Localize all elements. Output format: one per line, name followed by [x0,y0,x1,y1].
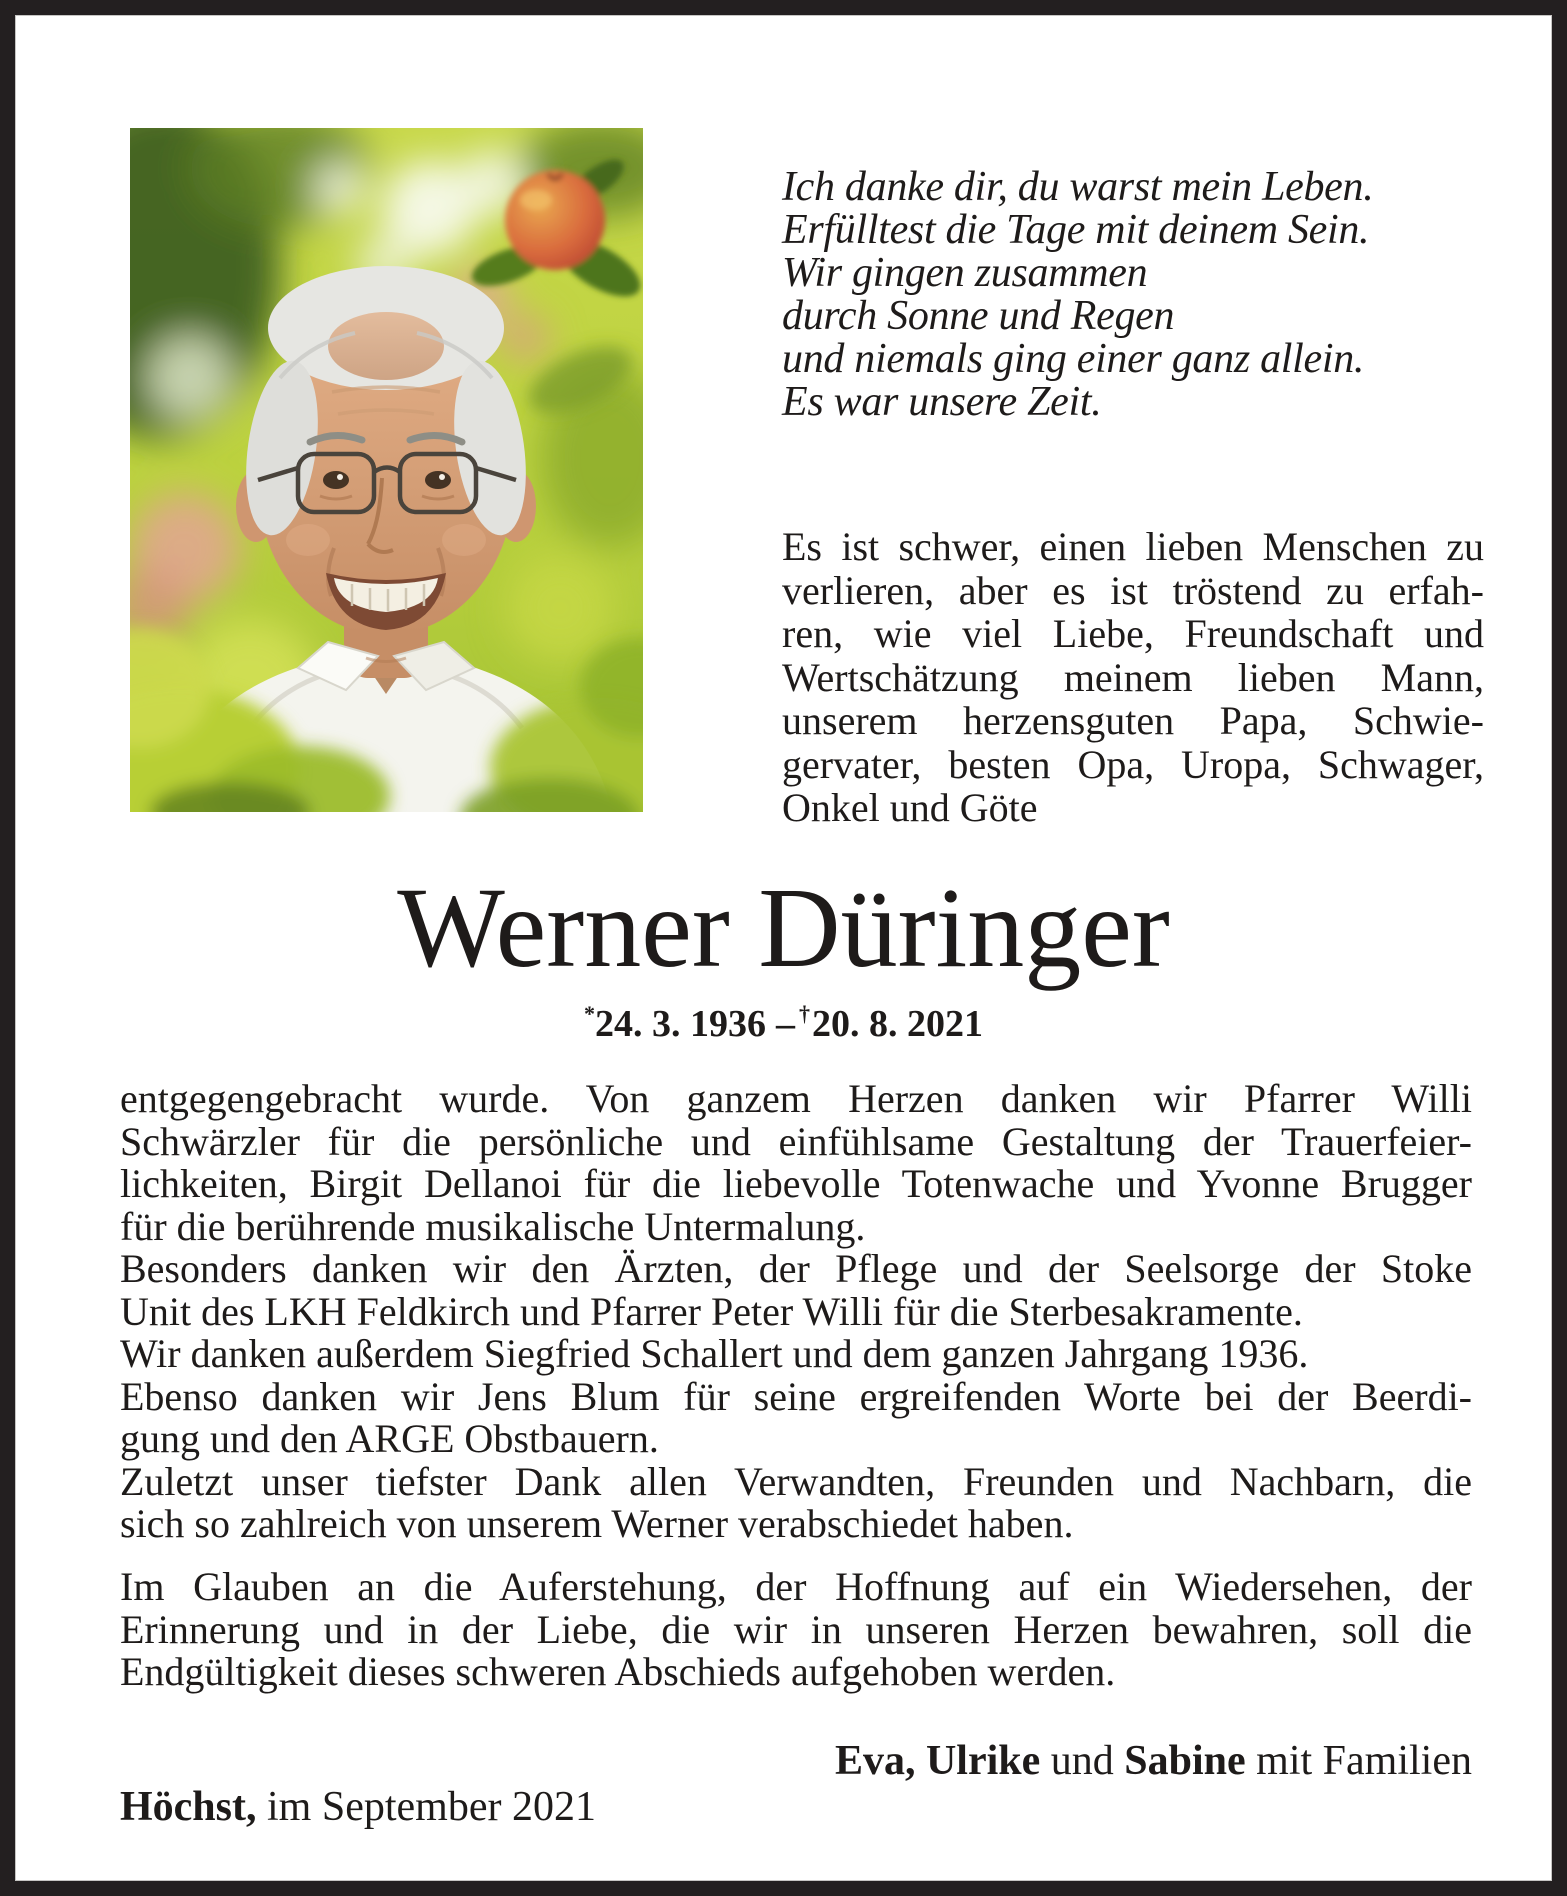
text-line: Wertschätzung meinem lieben Mann, [782,654,1484,700]
text-span: mit Familien [1245,1738,1472,1784]
life-dates [0,1002,1567,1048]
emphasized-name: Sabine [1124,1738,1246,1784]
text-line: lichkeiten, Birgit Dellanoi für die liebevolle Totenwache und Yvonne Brugger [120,1161,1472,1206]
text-line: Es war unsere Zeit. [782,379,1102,425]
text-span: im September 2021 [256,1784,596,1830]
death-date: 20. 8. 2021 [812,1003,984,1045]
text-line: Unit des LKH Feldkirch und Pfarrer Peter Willi für die Sterbesakramente. [120,1288,1303,1334]
portrait-illustration [130,128,643,812]
birth-symbol: * [583,1001,595,1027]
thanks-paragraphs [120,1078,1472,1546]
memorial-poem [782,166,1482,424]
text-line: gervater, besten Opa, Uropa, Schwager, [782,741,1484,787]
text-line: Schwärzler für die persönliche und einfühlsame Gestaltung der Trauerfeier- [120,1118,1472,1164]
text-line: für die berührende musikalische Untermalung. [120,1203,866,1249]
text-line: Ich danke dir, du warst mein Leben. [782,164,1374,210]
text-line: sich so zahlreich von unserem Werner verabschiedet haben. [120,1501,1074,1546]
text-line: entgegengebracht wurde. Von ganzem Herzen danken wir Pfarrer Willi [120,1076,1472,1121]
text-line: Es ist schwer, einen lieben Menschen zu [782,524,1484,569]
dates-separator: – [776,1003,795,1045]
text-line: verlieren, aber es ist tröstend zu erfah- [782,567,1484,613]
text-line: Im Glauben an die Auferstehung, der Hoffnung auf ein Wiedersehen, der [120,1564,1472,1609]
text-line: Endgültigkeit dieses schweren Abschieds aufgehoben werden. [120,1649,1116,1694]
text-line: gung und den ARGE Obstbauern. [120,1416,659,1461]
text-line: Ebenso danken wir Jens Blum für seine ergreifenden Worte bei der Beerdi- [120,1373,1472,1419]
emphasized-name: Eva, Ulrike [834,1738,1041,1784]
text-line: Wir danken außerdem Siegfried Schallert und dem ganzen Jahrgang 1936. [120,1331,1309,1376]
text-line: Besonders danken wir den Ärzten, der Pflege und der Seelsorge der Stoke [120,1246,1472,1291]
text-line: und niemals ging einer ganz allein. [782,336,1365,382]
text-line: Erinnerung und in der Liebe, die wir in unseren Herzen bewahren, soll die [120,1606,1472,1652]
birth-date: 24. 3. 1936 [595,1003,766,1045]
text-line: Onkel und Göte [782,785,1038,830]
text-span: und [1040,1738,1125,1784]
portrait-photo [130,128,643,812]
death-symbol: † [799,1001,811,1027]
family-signature [120,1736,1472,1786]
text-line: Zuletzt unser tiefster Dank allen Verwandten, Freunden und Nachbarn, die [120,1458,1472,1504]
closing-paragraph [120,1566,1472,1694]
place-date-line [120,1782,1472,1832]
emphasized-name: Höchst, [120,1784,257,1830]
text-line: ren, wie viel Liebe, Freundschaft und [782,611,1484,656]
text-line: Erfülltest die Tage mit deinem Sein. [782,207,1370,253]
intro-paragraph [782,525,1484,830]
text-line: durch Sonne und Regen [782,293,1175,339]
text-line: Wir gingen zusammen [782,250,1148,296]
text-line: unserem herzensguten Papa, Schwie- [782,698,1484,743]
deceased-name: Werner Düringer [397,864,1170,991]
